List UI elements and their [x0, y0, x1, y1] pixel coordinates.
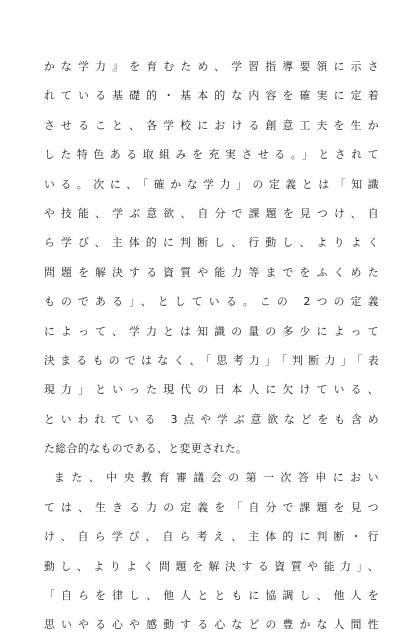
- text-line: ては、生きる力の定義を「自分で課題を見つ: [44, 500, 379, 514]
- text-line: ものである」、としている。この 2つの定義: [44, 295, 379, 309]
- text-line: 動し、よりよく問題を解決する資質や能力」、: [44, 559, 379, 573]
- text-line: また、中央教育審議会の第一次答申におい: [54, 471, 379, 485]
- text-line: させること、各学校における創意工夫を生か: [44, 118, 379, 132]
- text-line: や技能、学ぶ意欲、自分で課題を見つけ、自: [44, 206, 379, 220]
- text-line: 現力」といった現代の日本人に欠けている、: [44, 383, 379, 397]
- text-line: 問題を解決する資質や能力等までをふくめた: [44, 265, 379, 279]
- text-line: け、自ら学び、自ら考え、主体的に判断・行: [44, 530, 379, 544]
- text-line: 「自らを律し、他人とともに協調し、他人を: [44, 589, 379, 603]
- body-text: [44, 52, 379, 640]
- text-line: 思いやる心や感動する心などの豊かな人間性: [44, 618, 379, 632]
- text-line: した特色ある取組みを充実させる。」とされて: [44, 148, 379, 162]
- text-line: いる。次に、「確かな学力」の定義とは「知識: [44, 177, 379, 191]
- text-line: かな学力』を育むため、学習指導要領に示さ: [44, 60, 379, 73]
- text-line: れている基礎的・基本的な内容を確実に定着: [44, 89, 379, 103]
- text-line: ら学び、主体的に判断し、行動し、よりよく: [44, 236, 379, 250]
- text-line: た総合的なものである、と変更された。: [44, 442, 248, 456]
- text-line: といわれている 3点や学ぶ意欲などをも含め: [44, 412, 379, 426]
- text-line: 決まるものではなく、「思考力」「判断力」「表: [44, 353, 379, 367]
- text-line: によって、学力とは知識の量の多少によって: [44, 324, 379, 338]
